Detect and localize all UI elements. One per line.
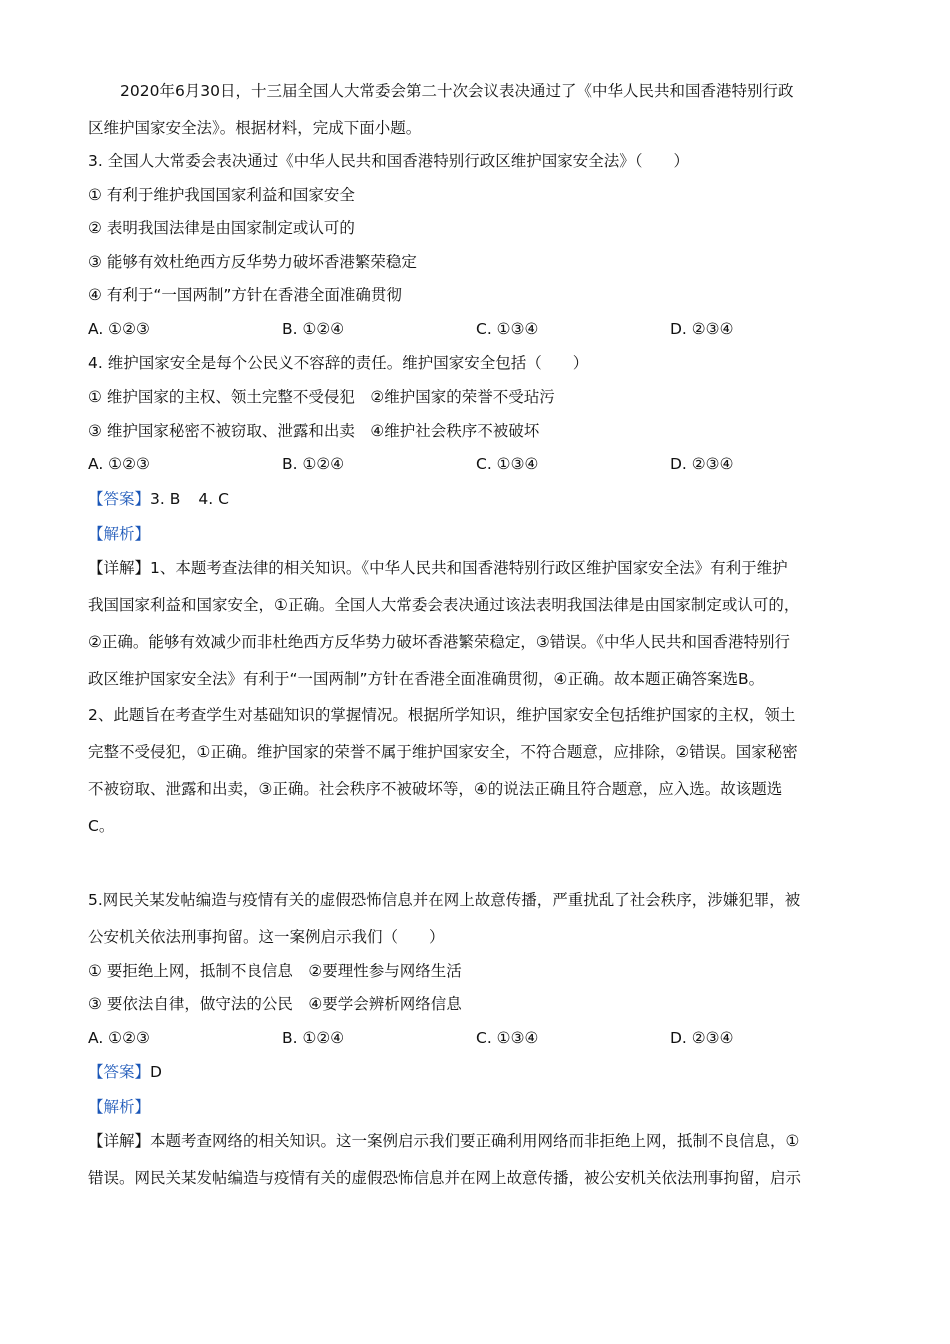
detail-1-line-8: C。 <box>88 817 115 835</box>
question-3-item-4: ④ 有利于“一国两制”方针在香港全面准确贯彻 <box>88 286 402 304</box>
detail-1-line-1 <box>88 557 788 579</box>
question-3-option-b: B. ①②④ <box>282 320 345 338</box>
question-4-option-c: C. ①③④ <box>476 455 539 473</box>
question-3-option-c: C. ①③④ <box>476 320 539 338</box>
detail-1-line-7: 不被窃取、泄露和出卖，③正确。社会秩序不被破坏等，④的说法正确且符合题意，应入选。故该题选 <box>88 780 783 798</box>
detail-1-line-6: 完整不受侵犯，①正确。维护国家的荣誉不属于维护国家安全，不符合题意，应排除，②错误。国家秘密 <box>88 743 798 761</box>
analysis-tag-2 <box>88 1096 150 1118</box>
analysis-label: 【解析】 <box>88 525 151 543</box>
question-5-line-1: 5.网民关某发帖编造与疫情有关的虚假恐怖信息并在网上故意传播，严重扰乱了社会秩序，涉嫌犯罪，被 <box>88 891 801 909</box>
question-4-option-d: D. ②③④ <box>670 455 734 473</box>
question-5-line-2: 公安机关依法刑事拘留。这一案例启示我们（ ） <box>88 928 445 946</box>
question-4-stem: 4. 维护国家安全是每个公民义不容辞的责任。维护国家安全包括（ ） <box>88 354 589 372</box>
question-5-items-row-1: ① 要拒绝上网，抵制不良信息 ②要理性参与网络生活 <box>88 962 462 980</box>
detail-1-line-2: 我国国家利益和国家安全，①正确。全国人大常委会表决通过该法表明我国法律是由国家制定或认可的， <box>88 596 800 614</box>
question-5-option-d: D. ②③④ <box>670 1029 734 1047</box>
detail-1-line-4: 政区维护国家安全法》有利于“一国两制”方针在香港全面准确贯彻，④正确。故本题正确答案选B。 <box>88 670 765 688</box>
detail-2-line-2: 错误。网民关某发帖编造与疫情有关的虚假恐怖信息并在网上故意传播，被公安机关依法刑事拘留，启示 <box>88 1169 802 1187</box>
detail-1-line-3: ②正确。能够有效减少而非杜绝西方反华势力破坏香港繁荣稳定，③错误。《中华人民共和国香港特别行 <box>88 633 791 651</box>
question-3-option-a: A. ①②③ <box>88 320 150 338</box>
detail-tag: 【详解】 <box>88 1132 151 1150</box>
answer-tag: 【答案】 <box>88 1063 151 1081</box>
answer-3: 3. B <box>150 490 181 508</box>
question-4-items-row-2: ③ 维护国家秘密不被窃取、泄露和出卖 ④维护社会秩序不被破坏 <box>88 422 540 440</box>
answer-tag: 【答案】 <box>88 490 151 508</box>
question-3-stem: 3. 全国人大常委会表决通过《中华人民共和国香港特别行政区维护国家安全法》（ ） <box>88 152 689 170</box>
question-5-option-c: C. ①③④ <box>476 1029 539 1047</box>
answer-5: D <box>150 1063 162 1081</box>
answer-block-2 <box>88 1061 162 1083</box>
answer-block-1 <box>88 488 229 510</box>
analysis-label: 【解析】 <box>88 1098 151 1116</box>
question-3-item-3: ③ 能够有效杜绝西方反华势力破坏香港繁荣稳定 <box>88 253 417 271</box>
answer-4: 4. C <box>198 490 229 508</box>
detail-1-line-5: 2、此题旨在考查学生对基础知识的掌握情况。根据所学知识，维护国家安全包括维护国家的主权，领土 <box>88 706 796 724</box>
question-5-items-row-2: ③ 要依法自律，做守法的公民 ④要学会辨析网络信息 <box>88 995 462 1013</box>
question-4-option-b: B. ①②④ <box>282 455 345 473</box>
analysis-tag-1 <box>88 523 150 545</box>
question-3-item-1: ① 有利于维护我国国家利益和国家安全 <box>88 186 355 204</box>
intro-line-2: 区维护国家安全法》。根据材料，完成下面小题。 <box>88 119 422 137</box>
intro-line-1: 2020年6月30日，十三届全国人大常委会第二十次会议表决通过了《中华人民共和国香港特别行政 <box>120 82 794 100</box>
question-5-option-a: A. ①②③ <box>88 1029 150 1047</box>
question-4-option-a: A. ①②③ <box>88 455 150 473</box>
detail-2-line-1 <box>88 1130 799 1152</box>
detail-tag: 【详解】 <box>88 559 151 577</box>
question-3-option-d: D. ②③④ <box>670 320 734 338</box>
detail-1-text-1: 1、本题考查法律的相关知识。《中华人民共和国香港特别行政区维护国家安全法》有利于维护 <box>150 559 788 577</box>
question-3-item-2: ② 表明我国法律是由国家制定或认可的 <box>88 219 355 237</box>
detail-2-text-1: 本题考查网络的相关知识。这一案例启示我们要正确利用网络而非拒绝上网，抵制不良信息，① <box>150 1132 800 1150</box>
question-4-items-row-1: ① 维护国家的主权、领土完整不受侵犯 ②维护国家的荣誉不受玷污 <box>88 388 555 406</box>
question-5-option-b: B. ①②④ <box>282 1029 345 1047</box>
